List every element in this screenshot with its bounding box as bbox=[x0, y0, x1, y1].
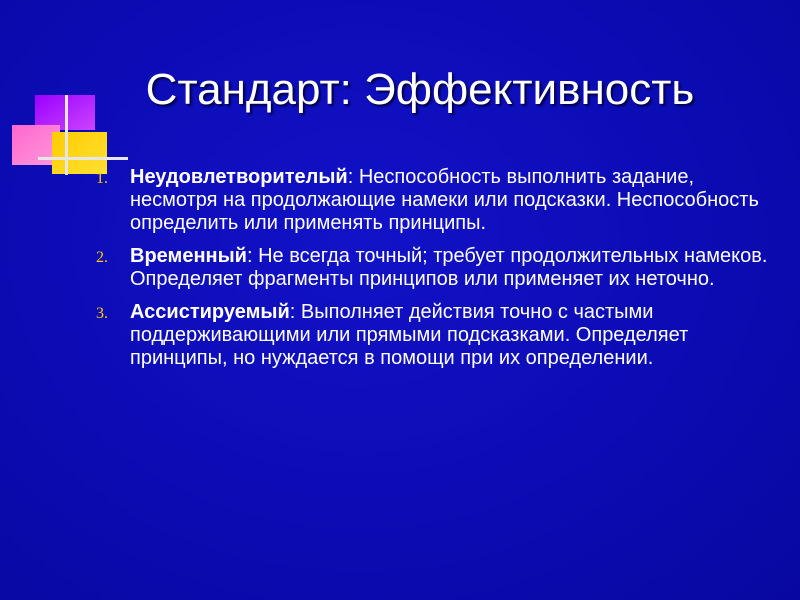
slide-title: Стандарт: Эффективность bbox=[145, 65, 695, 114]
list-item bbox=[96, 245, 786, 291]
list-description: : Не всегда точный; требует продолжительных намеков. Определяет фрагменты принципов или применяет их неточно. bbox=[130, 245, 768, 290]
list-term: Ассистируемый bbox=[130, 301, 290, 323]
list-item bbox=[96, 301, 786, 370]
list-number: 3. bbox=[96, 305, 108, 322]
list-number: 1. bbox=[96, 170, 108, 187]
list-item bbox=[96, 166, 786, 235]
criteria-list bbox=[96, 166, 786, 380]
list-description: : Выполняет действия точно с частыми поддерживающими или прямыми подсказками. Определяет принципы, но нуждается в помощи при их определении. bbox=[130, 301, 689, 369]
list-term: Неудовлетворителый bbox=[130, 166, 348, 188]
list-term: Временный bbox=[130, 245, 247, 267]
list-number: 2. bbox=[96, 249, 108, 266]
list-description: : Неспособность выполнить задание, несмотря на продолжающие намеки или подсказки. Неспособность определить или применять принципы. bbox=[130, 166, 759, 234]
